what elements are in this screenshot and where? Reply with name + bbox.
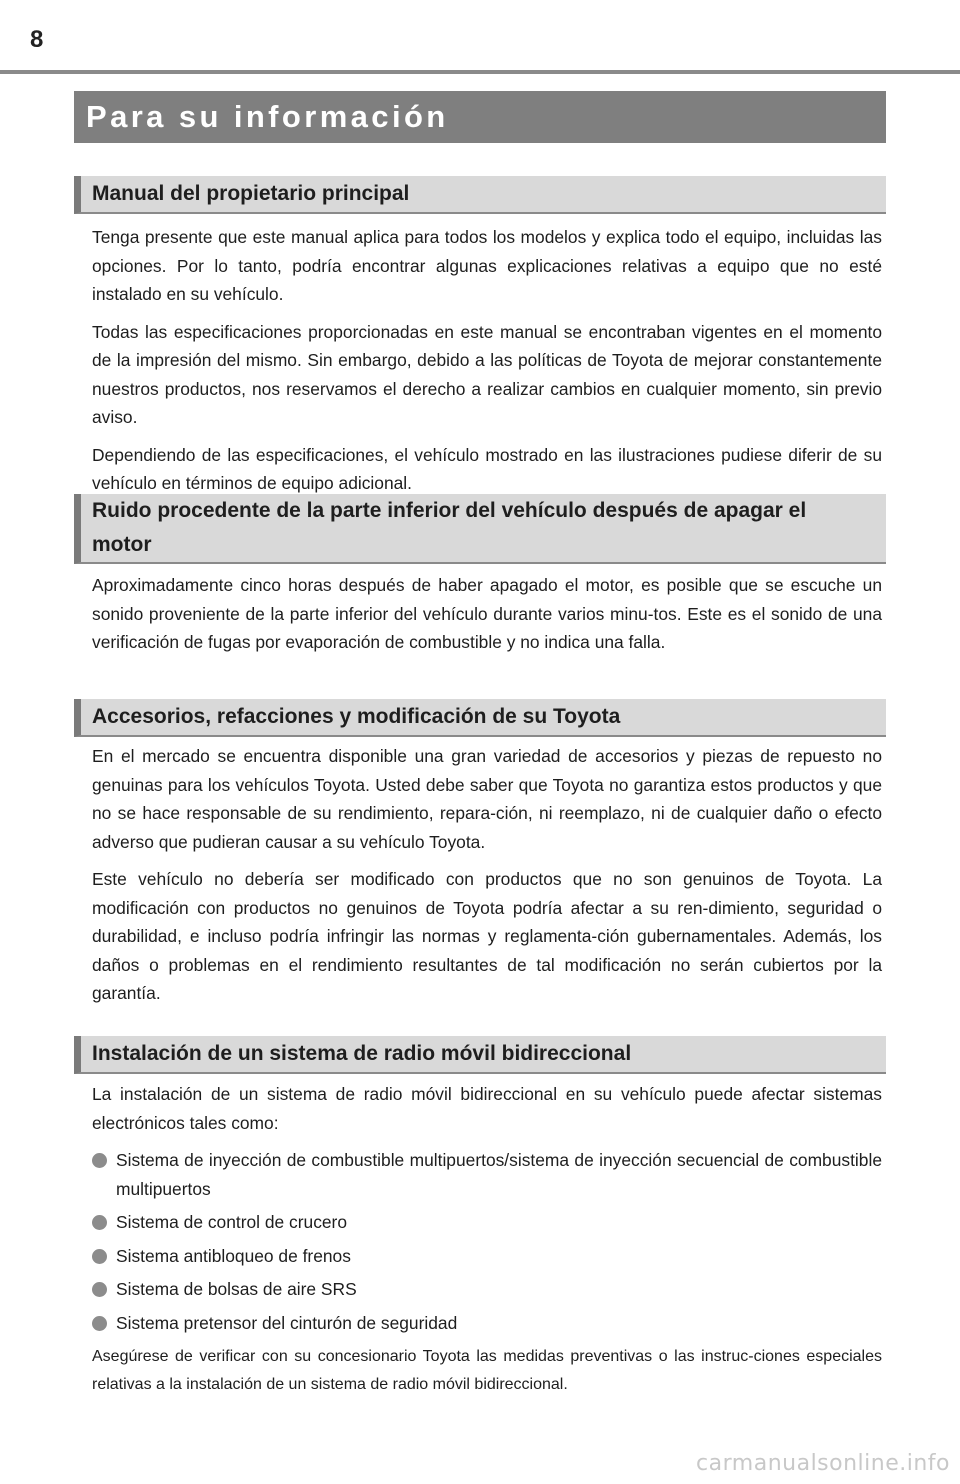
- section-heading-text: Accesorios, refacciones y modificación de su Toyota: [92, 705, 621, 728]
- section-heading-text: Manual del propietario principal: [92, 182, 410, 205]
- section-body-noise: [92, 571, 882, 666]
- section-heading-text: Instalación de un sistema de radio móvil bidireccional: [92, 1042, 632, 1065]
- list-item: Sistema de bolsas de aire SRS: [92, 1275, 882, 1304]
- paragraph: Tenga presente que este manual aplica para todos los modelos y explica todo el equipo, incluidas las opciones. Por lo tanto, podría encontrar algunas explicaciones relativas a equipo que no esté instalado en su vehículo.: [92, 227, 882, 304]
- section-heading-radio: [74, 1036, 886, 1074]
- note-text: Asegúrese de verificar con su concesionario Toyota las medidas preventivas o las instruc-ciones especiales relativas a la instalación de un sistema de radio móvil bidireccional.: [92, 1348, 882, 1393]
- list-item: Sistema de control de crucero: [92, 1208, 882, 1237]
- page-title: Para su información: [86, 99, 449, 134]
- bullet-dot-icon: [92, 1316, 107, 1331]
- heading-line-2: motor: [92, 533, 152, 556]
- paragraph: En el mercado se encuentra disponible una gran variedad de accesorios y piezas de repuesto no genuinas para los vehículos Toyota. Usted debe saber que Toyota no garantiza estos productos y que no se hace responsable de su rendimiento, repara-ción, ni reemplazo, ni de cualquier daño o efecto adverso que pudieran causar a su vehículo Toyota.: [92, 746, 882, 852]
- section-body-owners-manual: [92, 223, 882, 507]
- paragraph: Dependiendo de las especificaciones, el vehículo mostrado en las ilustraciones pudiese diferir de su vehículo en términos de equipo adicional.: [92, 444, 882, 493]
- bullet-list: [92, 1146, 882, 1337]
- section-heading-text: [92, 494, 806, 562]
- paragraph: Este vehículo no debería ser modificado con productos que no son genuinos de Toyota. La modificación con productos no genuinos de Toyota podría afectar a su ren-dimiento, seguridad o durabilidad, e incluso podría infringir las normas y reglamenta-ción gubernamentales. Además, los daños o problemas en el rendimiento resultantes de tal modificación no serán cubiertos por la garantía.: [92, 869, 882, 1003]
- watermark: carmanualsonline.info: [696, 1451, 950, 1476]
- list-item: Sistema pretensor del cinturón de seguridad: [92, 1309, 882, 1338]
- section-heading-noise: [74, 494, 886, 564]
- section-body-accessories: [92, 742, 882, 1017]
- paragraph: Todas las especificaciones proporcionadas en este manual se encontraban vigentes en el momento de la impresión del mismo. Sin embargo, debido a las políticas de Toyota de mejorar constantemente nuestros productos, nos reservamos el derecho a realizar cambios en cualquier momento, sin previo aviso.: [92, 321, 882, 427]
- bullet-dot-icon: [92, 1249, 107, 1264]
- list-item: Sistema de inyección de combustible multipuertos/sistema de inyección secuencial de combustible multipuertos: [92, 1146, 882, 1203]
- section-heading-owners-manual: [74, 176, 886, 214]
- bullet-dot-icon: [92, 1282, 107, 1297]
- bullet-dot-icon: [92, 1153, 107, 1168]
- section-body-radio: [92, 1080, 882, 1408]
- top-rule: [0, 70, 960, 74]
- title-bar: [74, 91, 886, 143]
- page-number: 8: [30, 26, 44, 53]
- heading-line-1: Ruido procedente de la parte inferior del vehículo después de apagar el: [92, 499, 807, 522]
- section-heading-accessories: [74, 699, 886, 737]
- paragraph: Aproximadamente cinco horas después de haber apagado el motor, es posible que se escuche un sonido proveniente de la parte inferior del vehículo durante varios minu-tos. Este es el sonido de una verificación de fugas por evaporación de combustible y no indica una falla.: [92, 575, 882, 652]
- bullet-dot-icon: [92, 1215, 107, 1230]
- paragraph: La instalación de un sistema de radio móvil bidireccional en su vehículo puede afectar sistemas electrónicos tales como:: [92, 1084, 882, 1133]
- list-item: Sistema antibloqueo de frenos: [92, 1242, 882, 1271]
